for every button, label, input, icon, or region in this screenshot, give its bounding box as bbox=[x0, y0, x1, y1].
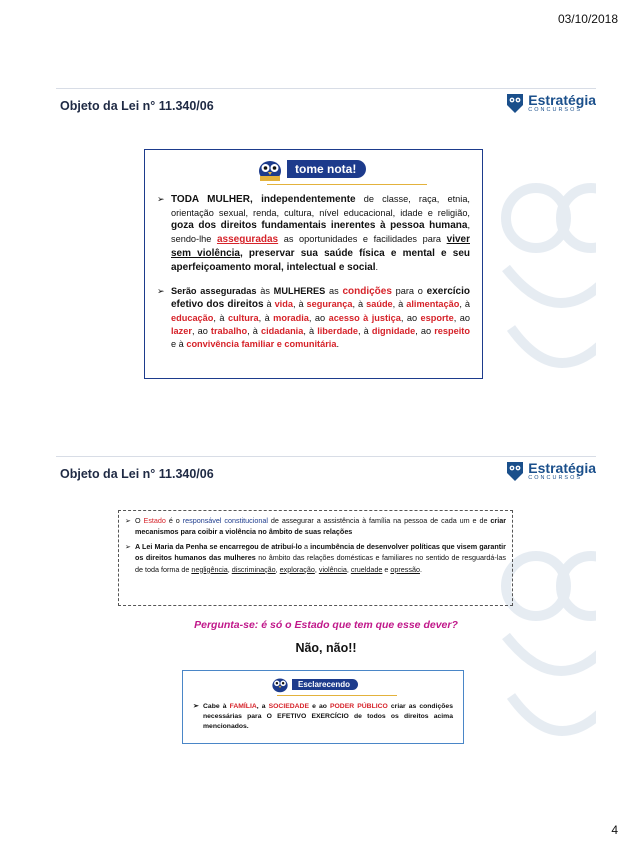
page-number: 4 bbox=[611, 823, 618, 837]
arrow-bullet-icon: ➢ bbox=[125, 516, 132, 525]
logo-sub: CONCURSOS bbox=[528, 475, 583, 481]
note-paragraph-2: ➢ Serão asseguradas às MULHERES as condições para o exercício efetivo dos direitos à vida, à segurança, à saúde, à alimentação, à educação, à cultura, à moradia, ao acesso à justiça, ao esporte, ao lazer, ao trabalho, à cidadania, à liberdade, à dignidade, ao respeito e à convivência familiar e comunitária. bbox=[157, 285, 471, 349]
state-duty-box bbox=[118, 510, 513, 606]
box-paragraph-1: ➢ O Estado é o responsável constitucional de assegurar a assistência à família na pessoa de cada um e de criar mecanismos para coibir a violência no âmbito de suas relações bbox=[125, 516, 506, 537]
esclarecendo-box bbox=[182, 670, 464, 744]
clarify-paragraph: ➢ Cabe à FAMÍLIA, a SOCIEDADE e ao PODER PÚBLICO criar as condições necessárias para O EFETIVO EXERCÍCIO de todos os direitos acima mencionados. bbox=[193, 703, 453, 730]
clarify-tag: Esclarecendo bbox=[292, 679, 358, 690]
page-date: 03/10/2018 bbox=[557, 12, 618, 26]
slide-2 bbox=[56, 456, 596, 796]
arrow-bullet-icon: ➢ bbox=[193, 703, 199, 710]
slide-1 bbox=[56, 88, 596, 428]
estrategia-logo bbox=[506, 461, 596, 482]
note-tag: tome nota! bbox=[287, 160, 366, 178]
owl-icon bbox=[271, 675, 289, 693]
logo-name: Estratégia bbox=[528, 92, 596, 108]
arrow-bullet-icon: ➢ bbox=[157, 285, 165, 296]
box-paragraph-2: ➢ A Lei Maria da Penha se encarregou de atribuí-lo a incumbência de desenvolver políticas que visem garantir os direitos humanos das mulheres no âmbito das relações domésticas e familiares no sentido de resguardá-las de toda forma de negligência, discriminação, exploração, violência, crueldade e opressão. bbox=[125, 542, 506, 574]
arrow-bullet-icon: ➢ bbox=[125, 542, 132, 552]
owl-shield-icon bbox=[506, 461, 524, 481]
logo-name: Estratégia bbox=[528, 460, 596, 476]
clarify-divider bbox=[277, 695, 397, 696]
tome-nota-box bbox=[144, 149, 483, 379]
owl-shield-icon bbox=[506, 93, 524, 113]
owl-watermark-icon bbox=[496, 158, 596, 418]
estrategia-logo bbox=[506, 93, 596, 114]
answer-text: Não, não!! bbox=[295, 641, 357, 655]
arrow-bullet-icon: ➢ bbox=[157, 194, 165, 204]
question-text: Pergunta-se: é só o Estado que tem que esse dever? bbox=[194, 619, 458, 631]
logo-sub: CONCURSOS bbox=[528, 107, 583, 113]
slide-title: Objeto da Lei n° 11.340/06 bbox=[60, 99, 214, 113]
note-divider bbox=[267, 184, 427, 185]
note-paragraph-1: ➢ TODA MULHER, independentemente de classe, raça, etnia, orientação sexual, renda, cultura, nível educacional, idade e religião, goza dos direitos fundamentais inerentes à pessoa humana, sendo-lhe asseguradas as oportunidades e facilidades para viver sem violência, preservar sua saúde física e mental e seu aperfeiçoamento moral, intelectual e social. bbox=[157, 194, 470, 273]
owl-icon bbox=[257, 156, 283, 182]
slide-title: Objeto da Lei n° 11.340/06 bbox=[60, 467, 214, 481]
